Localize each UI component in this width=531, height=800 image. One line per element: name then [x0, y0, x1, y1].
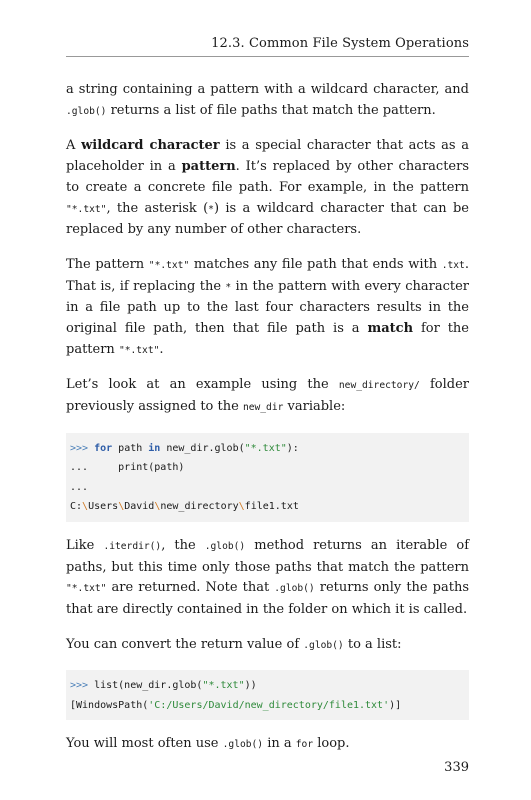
inline-code: "*.txt" — [66, 203, 107, 215]
text: is a special character that acts as a placeholder in a — [66, 138, 469, 175]
code-line — [70, 478, 465, 498]
text: , the asterisk ( — [106, 200, 209, 216]
text: You will most often use — [66, 736, 223, 752]
paragraph-pattern-match — [66, 255, 469, 362]
text: ) is a wildcard character that can be replaced by any number of other characters. — [66, 200, 469, 238]
paragraph-iterdir-comparison — [66, 536, 469, 621]
running-header-title: 12.3. Common File System Operations — [211, 36, 469, 51]
text: are returned. Note that — [106, 580, 275, 596]
code-text: new_directory — [160, 501, 239, 513]
text: , the — [161, 537, 205, 553]
text: You can convert the return value of — [66, 636, 304, 652]
text: for the pattern — [66, 321, 469, 357]
code-text: C: — [70, 501, 83, 513]
code-string: 'C:/Users/David/new_directory/file1.txt' — [148, 699, 390, 711]
inline-code: .txt — [441, 259, 465, 271]
code-block-glob-list — [66, 670, 469, 720]
code-text: )) — [244, 680, 257, 692]
code-line — [70, 458, 465, 478]
text: a string containing a pattern with a wildcard character, and — [66, 82, 469, 97]
code-block-glob-loop — [66, 433, 469, 522]
code-line — [70, 676, 465, 696]
path-separator: \ — [118, 501, 125, 513]
paragraph-glob-intro — [66, 80, 469, 122]
text: A — [66, 138, 82, 154]
code-string: "*.txt" — [202, 680, 245, 692]
path-separator: \ — [154, 501, 161, 513]
code-line — [70, 439, 465, 459]
code-text: path — [112, 442, 149, 454]
running-header — [66, 36, 469, 57]
text: Let’s look at an example using the — [66, 377, 339, 393]
text: in a — [263, 736, 296, 752]
text: in the pattern with every character in a file path up to the last four characters results in the original file path, then that file path is a — [66, 278, 469, 337]
inline-code: new_dir — [242, 402, 284, 414]
inline-code: .glob() — [66, 105, 107, 117]
inline-code: "*.txt" — [118, 344, 160, 356]
text: folder previously assigned to the — [66, 377, 469, 415]
code-string: "*.txt" — [244, 442, 287, 454]
code-text: )] — [389, 699, 402, 711]
code-keyword: in — [148, 442, 161, 454]
text: returns only the paths that are directly contained in the folder on which it is called. — [66, 580, 470, 617]
text: to a list: — [343, 636, 402, 652]
inline-code: for — [295, 739, 314, 751]
paragraph-for-loop-note — [66, 734, 469, 756]
code-text: list(new_dir.glob( — [88, 680, 203, 692]
path-separator: \ — [238, 501, 245, 513]
code-text: print(path) — [88, 462, 185, 474]
paragraph-wildcard-definition — [66, 136, 469, 241]
page-body — [66, 80, 469, 770]
code-text: ): — [286, 442, 299, 454]
repl-continuation: ... — [70, 481, 89, 493]
text: . — [159, 341, 164, 357]
term-pattern: pattern — [181, 159, 236, 175]
code-output-line — [70, 696, 465, 716]
text: matches any file path that ends with — [189, 256, 442, 272]
inline-code: * — [225, 281, 232, 293]
text: . That is, if replacing the — [66, 256, 469, 294]
text: variable: — [283, 399, 346, 415]
inline-code: .glob() — [274, 583, 315, 595]
inline-code: * — [208, 203, 214, 215]
code-text: [WindowsPath( — [70, 699, 149, 711]
text: . It’s replaced by other characters to create a concrete file path. For example, in the pattern — [66, 159, 469, 195]
inline-code: .glob() — [303, 639, 344, 651]
term-match: match — [367, 321, 414, 337]
text: method returns an iterable of paths, but this time only those paths that match the pattern — [66, 537, 469, 575]
text: Like — [66, 537, 104, 553]
paragraph-example-intro — [66, 375, 469, 418]
inline-code: new_directory/ — [338, 380, 420, 392]
inline-code: "*.txt" — [148, 259, 190, 271]
page-number: 339 — [444, 760, 469, 775]
repl-prompt: >>> — [70, 442, 89, 454]
code-text: Users — [88, 501, 119, 513]
path-separator: \ — [82, 501, 89, 513]
inline-code: .iterdir() — [103, 540, 162, 552]
repl-continuation: ... — [70, 462, 89, 474]
code-output-line — [70, 497, 465, 517]
paragraph-convert-list — [66, 635, 469, 657]
inline-code: .glob() — [222, 739, 264, 751]
text: The pattern — [66, 256, 149, 272]
code-text: file1.txt — [244, 501, 299, 513]
term-wildcard-character: wildcard character — [81, 138, 220, 154]
inline-code: "*.txt" — [66, 583, 107, 595]
text: loop. — [313, 736, 350, 752]
code-text: David — [124, 501, 155, 513]
code-text: new_dir.glob( — [160, 442, 245, 454]
inline-code: .glob() — [204, 540, 246, 552]
text: returns a list of file paths that match the pattern. — [106, 102, 436, 118]
repl-prompt: >>> — [70, 680, 89, 692]
code-keyword: for — [94, 442, 113, 454]
